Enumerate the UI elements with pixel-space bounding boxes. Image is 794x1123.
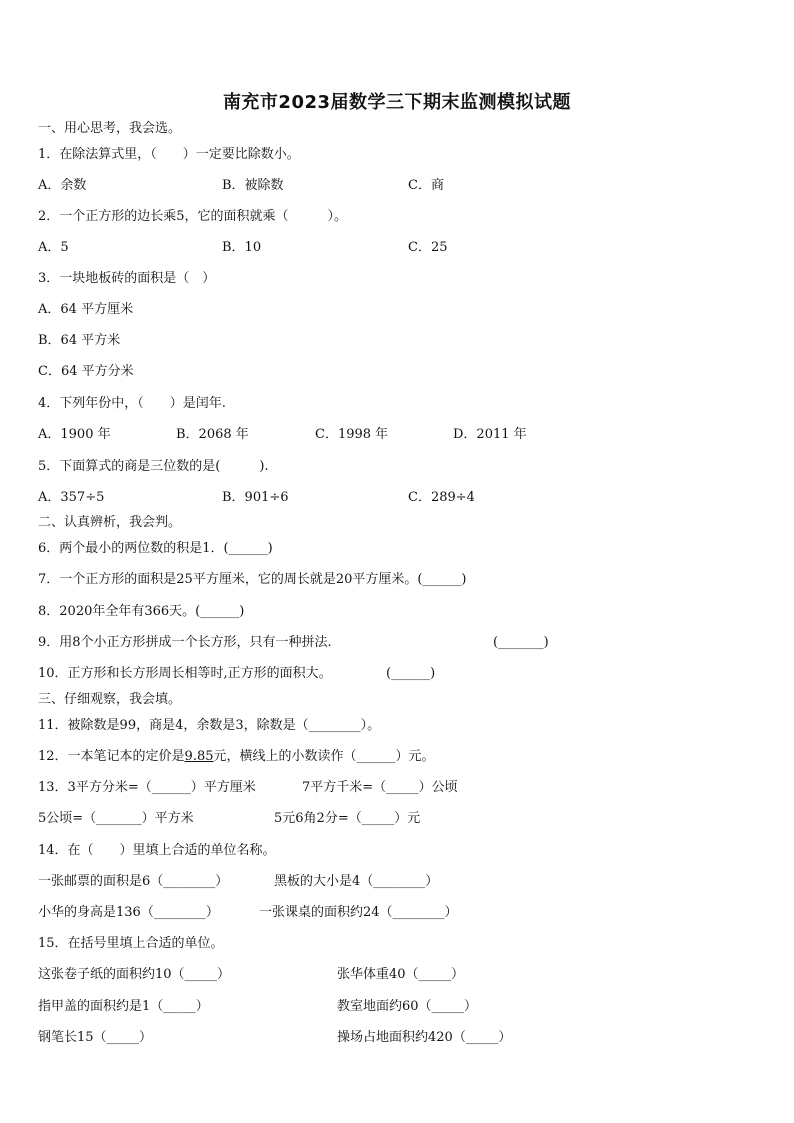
q5-option-b[interactable]: B．901÷6 (222, 490, 289, 505)
question-6: 6．两个最小的两位数的积是1．(______) (38, 541, 273, 556)
question-13-part-c: 5公顷=（_______）平方米 (38, 811, 194, 826)
question-13-part-b: 7平方千米=（_____）公顷 (302, 780, 458, 795)
question-7: 7．一个正方形的面积是25平方厘米，它的周长就是20平方厘米。(______) (38, 572, 467, 587)
question-9: 9．用8个小正方形拼成一个长方形，只有一种拼法. (38, 635, 332, 650)
question-15-part-a: 这张卷子纸的面积约10（_____） (38, 967, 231, 982)
q3-option-c[interactable]: C．64 平方分米 (38, 364, 134, 379)
q10-answer-blank[interactable]: (______) (386, 666, 436, 681)
q3-option-a[interactable]: A．64 平方厘米 (38, 302, 134, 317)
question-15-part-d: 教室地面约60（_____） (337, 999, 478, 1014)
section-heading-2: 二、认真辨析，我会判。 (38, 515, 182, 530)
question-15-part-f: 操场占地面积约420（_____） (337, 1030, 512, 1045)
question-11: 11．被除数是99，商是4，余数是3，除数是（________）。 (38, 718, 381, 733)
question-4: 4．下列年份中，（ ）是闰年. (38, 396, 226, 411)
q4-option-b[interactable]: B．2068 年 (176, 427, 249, 442)
q5-option-a[interactable]: A．357÷5 (38, 490, 105, 505)
question-14-part-d: 一张课桌的面积约24（________） (259, 905, 458, 920)
question-2: 2．一个正方形的边长乘5，它的面积就乘（ ）。 (38, 209, 348, 224)
section-heading-1: 一、用心思考，我会选。 (38, 121, 182, 136)
section-heading-3: 三、仔细观察，我会填。 (38, 692, 182, 707)
q2-option-c[interactable]: C．25 (408, 240, 448, 255)
question-14-part-c: 小华的身高是136（________） (38, 905, 219, 920)
q1-option-b[interactable]: B．被除数 (222, 178, 284, 193)
question-15-part-b: 张华体重40（_____） (337, 967, 465, 982)
question-1: 1．在除法算式里，（ ）一定要比除数小。 (38, 147, 300, 162)
q2-option-a[interactable]: A．5 (38, 240, 69, 255)
question-14: 14．在（ ）里填上合适的单位名称。 (38, 843, 276, 858)
page-title: 南充市2023届数学三下期末监测模拟试题 (222, 92, 572, 113)
question-8: 8．2020年全年有366天。(______) (38, 604, 245, 619)
q1-option-a[interactable]: A．余数 (38, 178, 87, 193)
q12-text-before: 12．一本笔记本的定价是 (38, 749, 185, 764)
question-14-part-b: 黑板的大小是4（________） (274, 874, 439, 889)
q4-option-c[interactable]: C．1998 年 (315, 427, 389, 442)
question-15-part-c: 指甲盖的面积约是1（_____） (38, 999, 209, 1014)
question-13-part-d: 5元6角2分=（_____）元 (274, 811, 421, 826)
question-3: 3．一块地板砖的面积是（ ） (38, 271, 216, 286)
q4-option-a[interactable]: A．1900 年 (38, 427, 111, 442)
question-14-part-a: 一张邮票的面积是6（________） (38, 874, 229, 889)
question-15: 15．在括号里填上合适的单位。 (38, 936, 224, 951)
q5-option-c[interactable]: C．289÷4 (408, 490, 475, 505)
question-12 (38, 748, 435, 766)
question-13-part-a: 13．3平方分米=（______）平方厘米 (38, 780, 256, 795)
question-10: 10．正方形和长方形周长相等时,正方形的面积大。 (38, 666, 332, 681)
q12-price: 9.85 (184, 749, 214, 764)
question-15-part-e: 钢笔长15（_____） (38, 1030, 153, 1045)
q2-option-b[interactable]: B．10 (222, 240, 262, 255)
q1-option-c[interactable]: C．商 (408, 178, 444, 193)
q3-option-b[interactable]: B．64 平方米 (38, 333, 121, 348)
q12-text-after: 元，横线上的小数读作（______）元。 (213, 749, 435, 764)
q9-answer-blank[interactable]: (_______) (493, 635, 549, 650)
q4-option-d[interactable]: D．2011 年 (453, 427, 527, 442)
question-5: 5．下面算式的商是三位数的是( ). (38, 459, 269, 474)
